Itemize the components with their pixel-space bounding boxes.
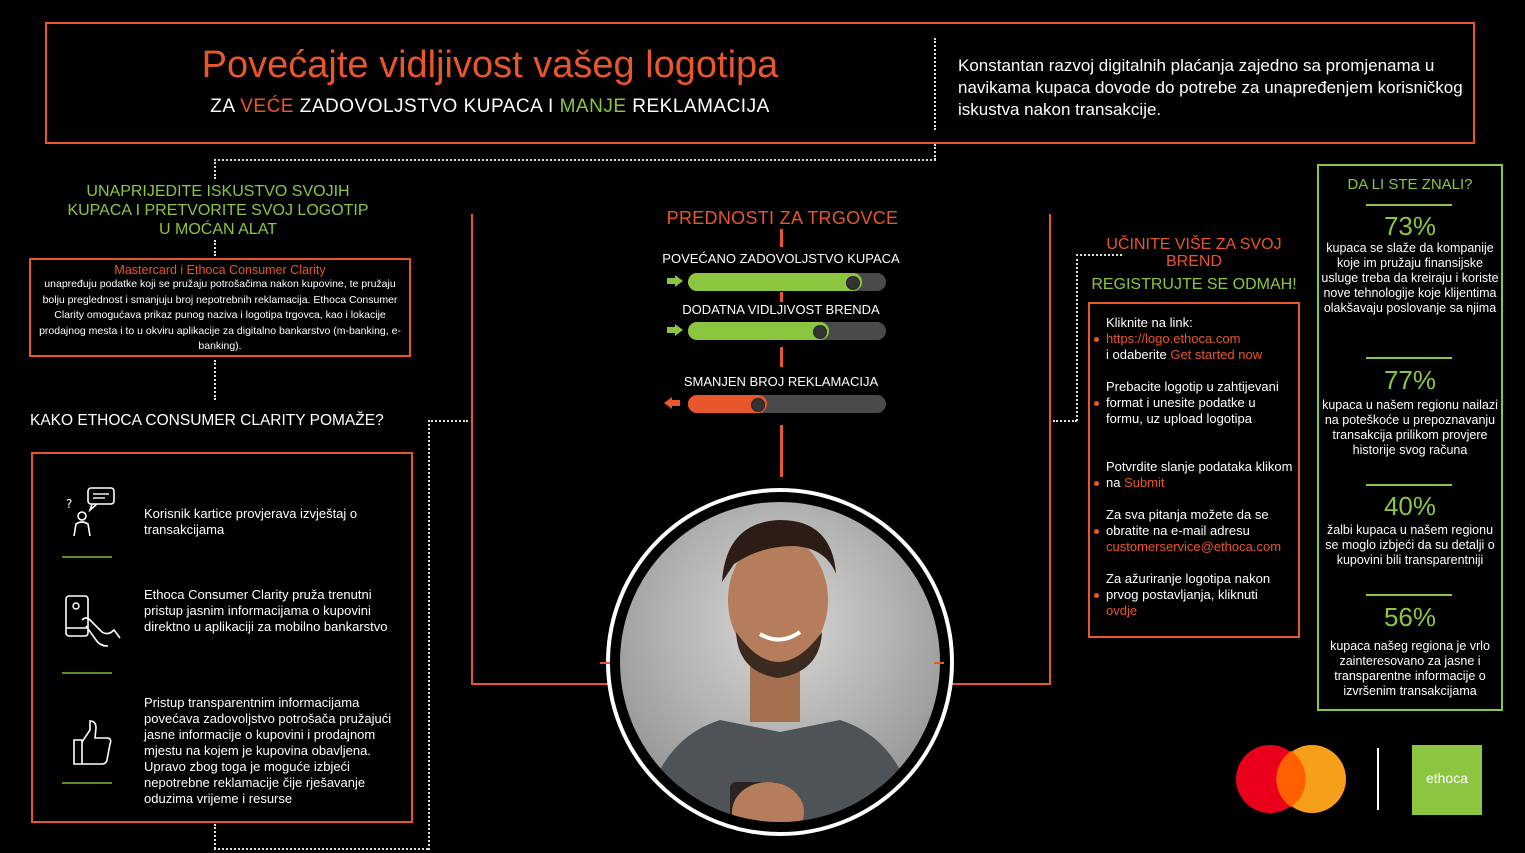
cta-step-1-action-line bbox=[1106, 347, 1296, 363]
connector bbox=[214, 360, 216, 400]
thumbs-up-icon bbox=[70, 718, 114, 768]
step-divider bbox=[62, 782, 112, 784]
bar-connector bbox=[780, 425, 783, 477]
bar-connector bbox=[780, 347, 783, 367]
mastercard-ethoca-title: Mastercard i Ethoca Consumer Clarity bbox=[114, 263, 326, 277]
mastercard-ethoca-body: unapređuju podatke koji se pružaju potrošačima nakon kupovine, te pružaju bolju preglednost i smanjuju broj nepotrebnih reklamacija. Ethoca Consumer Clarity omogućava prikaz punog naziva i logotipa trgovca, kao i lokacije prodajnog mesta i to u okviru aplikacije za digitalno bankarstvo (m-banking, e-banking). bbox=[39, 278, 401, 352]
bar-fill bbox=[688, 273, 862, 291]
stat-1-percent: 73% bbox=[1383, 211, 1437, 241]
bar-label-satisfaction: POVEĆANO ZADOVOLJSTVO KUPACA bbox=[662, 251, 900, 266]
subtitle-part: REKLAMACIJA bbox=[626, 96, 770, 117]
bar-label-visibility: DODATNA VIDLJIVOST BRENDA bbox=[682, 302, 880, 317]
cta-subtitle: REGISTRUJTE SE ODMAH! bbox=[1091, 276, 1297, 293]
support-email-link[interactable]: customerservice@ethoca.com bbox=[1106, 539, 1282, 554]
ethoca-logo-text: ethoca bbox=[1425, 770, 1469, 786]
cta-step-5 bbox=[1106, 571, 1296, 619]
stat-2-percent: 77% bbox=[1383, 365, 1437, 395]
stat-4-percent: 56% bbox=[1383, 602, 1437, 632]
update-logo-link[interactable]: ovdje bbox=[1106, 603, 1138, 618]
logo-portal-link[interactable]: https://logo.ethoca.com bbox=[1106, 331, 1241, 346]
svg-text:?: ? bbox=[66, 497, 73, 511]
bar-label-complaints: SMANJEN BROJ REKLAMACIJA bbox=[683, 374, 879, 389]
cta-step-1-mid: i odaberite bbox=[1106, 347, 1171, 362]
cta-step-4 bbox=[1106, 507, 1296, 555]
phone-tap-icon bbox=[62, 594, 122, 650]
stat-3-percent: 40% bbox=[1383, 491, 1437, 521]
connector bbox=[214, 824, 216, 849]
connector bbox=[214, 240, 216, 256]
connector bbox=[428, 420, 430, 850]
bullet-icon bbox=[1094, 529, 1099, 534]
connector bbox=[1076, 254, 1078, 421]
cta-title: UČINITE VIŠE ZA SVOJ BREND bbox=[1106, 236, 1282, 270]
customer-photo bbox=[600, 482, 960, 842]
improve-title: UNAPRIJEDITE ISKUSTVO SVOJIH KUPACA I PRETVORITE SVOJ LOGOTIP U MOĆAN ALAT bbox=[67, 183, 369, 238]
question-chat-icon bbox=[62, 486, 118, 540]
header-divider bbox=[934, 38, 936, 130]
get-started-link[interactable]: Get started now bbox=[1170, 347, 1263, 362]
bullet-icon bbox=[1094, 593, 1099, 598]
page-title: Povećajte vidljivost vašeg logotipa bbox=[201, 44, 779, 86]
cta-step-2-text: Prebacite logotip u zahtijevani format i unesite podatke u formu, uz upload logotipa bbox=[1106, 379, 1279, 426]
stat-2-text: kupaca u našem regionu nailazi na poteškoće u prepoznavanju transakcija prilikom provjere historije svog računa bbox=[1322, 398, 1498, 457]
connector bbox=[214, 848, 428, 850]
subtitle-veca: VEĆE bbox=[240, 96, 294, 117]
step-divider bbox=[62, 672, 112, 674]
connector bbox=[934, 144, 936, 160]
logo-divider bbox=[1377, 748, 1379, 810]
bar-satisfaction bbox=[688, 273, 886, 291]
subtitle-part: ZADOVOLJSTVO KUPACA I bbox=[293, 96, 560, 117]
bullet-icon bbox=[1094, 337, 1099, 342]
step-3-text: Pristup transparentnim informacijama povećava zadovoljstvo potrošača pružajući jasne informacije o kupovini i prodajnom mjestu na kojem je kupovina obavljena. Upravo zbog toga je moguće izbjeći nepotrebne reklamacije čije rješavanje oduzima vrijeme i resurse bbox=[144, 695, 392, 806]
page-subtitle bbox=[60, 96, 920, 118]
bar-knob bbox=[751, 398, 765, 412]
subtitle-manje: MANJE bbox=[559, 96, 627, 117]
bar-fill bbox=[688, 322, 829, 340]
bar-connector bbox=[780, 229, 783, 247]
arrow-right-icon bbox=[667, 275, 683, 287]
subtitle-part: ZA bbox=[210, 96, 241, 117]
cta-step-3-text: Potvrdite slanje podataka klikom na bbox=[1106, 459, 1293, 490]
bar-knob bbox=[813, 325, 827, 339]
mastercard-ethoca-box bbox=[29, 258, 411, 357]
cta-step-1-text: Kliknite na link: bbox=[1106, 315, 1193, 330]
cta-step-5-text: Za ažuriranje logotipa nakon prvog postavljanja, kliknuti bbox=[1106, 571, 1271, 602]
intro-text: Konstantan razvoj digitalnih plaćanja zajedno sa promjenama u navikama kupaca dovode do potrebe za unapređenjem korisničkog iskustva nakon transakcije. bbox=[958, 56, 1463, 119]
stats-title: DA LI STE ZNALI? bbox=[1347, 176, 1473, 193]
how-it-helps-title: KAKO ETHOCA CONSUMER CLARITY POMAŽE? bbox=[30, 412, 384, 429]
stat-divider bbox=[1366, 484, 1452, 486]
connector bbox=[428, 420, 468, 422]
step-divider bbox=[62, 556, 112, 558]
step-2-text: Ethoca Consumer Clarity pruža trenutni pristup jasnim informacijama o kupovini direktno u aplikaciji za mobilno bankarstvo bbox=[144, 587, 388, 634]
connector bbox=[214, 159, 216, 179]
bullet-icon bbox=[1094, 401, 1099, 406]
stat-divider bbox=[1366, 204, 1452, 206]
stat-3-text: žalbi kupaca u našem regionu se moglo izbjeći da su detalji o kupovini bili transparentniji bbox=[1325, 523, 1495, 567]
ethoca-logo bbox=[1412, 745, 1482, 815]
stat-divider bbox=[1366, 357, 1452, 359]
cta-step-2 bbox=[1106, 379, 1296, 427]
bar-connector bbox=[780, 292, 783, 302]
cta-step-3 bbox=[1106, 459, 1296, 491]
step-1-text: Korisnik kartice provjerava izvještaj o transakcijama bbox=[144, 506, 358, 537]
connector bbox=[1053, 420, 1077, 422]
submit-link[interactable]: Submit bbox=[1124, 475, 1165, 490]
cta-step-1 bbox=[1106, 315, 1296, 363]
merchant-benefits-title: PREDNOSTI ZA TRGOVCE bbox=[666, 208, 899, 228]
bar-visibility bbox=[688, 322, 886, 340]
bar-knob bbox=[846, 276, 860, 290]
bullet-icon bbox=[1094, 481, 1099, 486]
arrow-left-icon bbox=[664, 397, 680, 409]
connector bbox=[214, 159, 936, 161]
mastercard-logo bbox=[1234, 744, 1348, 814]
bar-complaints bbox=[688, 395, 886, 413]
stat-1-text: kupaca se slaže da kompanije koje im pružaju finansijske usluge treba da kreiraju i koriste nove tehnologije koje klijentima olakšavaju poslovanje sa njima bbox=[1321, 241, 1499, 315]
arrow-right-icon bbox=[667, 324, 683, 336]
stat-4-text: kupaca našeg regiona je vrlo zainteresovano za jasne i transparentne informacije o izvršenim transakcijama bbox=[1330, 639, 1490, 698]
stat-divider bbox=[1366, 594, 1452, 596]
cta-step-4-text: Za sva pitanja možete da se obratite na e-mail adresu bbox=[1106, 507, 1269, 538]
